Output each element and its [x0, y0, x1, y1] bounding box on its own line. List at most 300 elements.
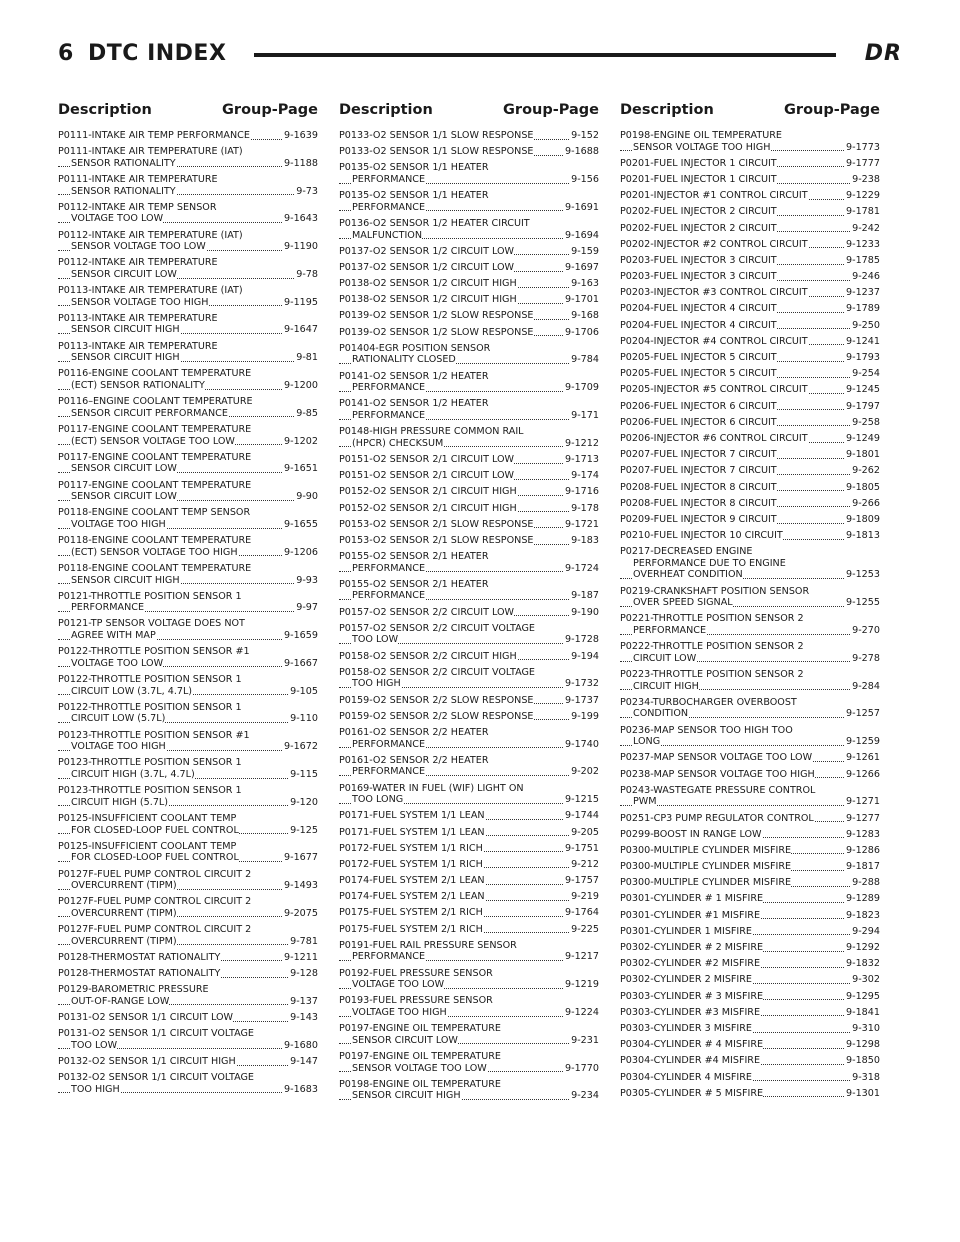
- entry-text: SENSOR CIRCUIT HIGH: [71, 324, 180, 336]
- dtc-description-continued: [58, 713, 318, 725]
- index-entry: [339, 968, 599, 991]
- dtc-description: [620, 1023, 880, 1035]
- group-page-ref: 9-1647: [284, 324, 318, 336]
- index-entry: [620, 829, 880, 841]
- index-entry: [58, 618, 318, 641]
- index-entry: [620, 190, 880, 202]
- entry-text: VOLTAGE TOO HIGH: [71, 518, 166, 530]
- group-page-ref: 9-1789: [846, 303, 880, 315]
- entry-text: P0300-MULTIPLE CYLINDER MISFIRE: [620, 877, 792, 889]
- index-entry: [339, 130, 599, 142]
- dtc-description-continued: [339, 739, 599, 751]
- dtc-description-continued: [620, 625, 880, 637]
- group-page-ref: 9-1237: [846, 287, 880, 299]
- group-page-ref: 9-1233: [846, 238, 880, 250]
- index-entry: [58, 174, 318, 197]
- dtc-description: [339, 667, 599, 679]
- group-page-ref: 9-1667: [284, 657, 318, 669]
- entry-text: VOLTAGE TOO LOW: [71, 213, 164, 225]
- entry-text: P0157-O2 SENSOR 2/2 CIRCUIT VOLTAGE: [339, 622, 535, 634]
- index-entry: [620, 417, 880, 429]
- dtc-description: [58, 480, 318, 492]
- dtc-description: [620, 530, 880, 542]
- group-page-ref: 9-1224: [565, 1006, 599, 1018]
- dtc-description: [620, 1072, 880, 1084]
- entry-text: P0112-INTAKE AIR TEMPERATURE: [58, 257, 218, 269]
- dtc-description-continued: [339, 354, 599, 366]
- index-entry: [58, 1012, 318, 1024]
- dtc-description: [58, 285, 318, 297]
- group-page-ref: 9-1777: [846, 157, 880, 169]
- group-page-ref: 9-115: [290, 768, 318, 780]
- entry-text: P0221-THROTTLE POSITION SENSOR 2: [620, 613, 804, 625]
- dtc-description: [620, 725, 880, 737]
- entry-text: P0148-HIGH PRESSURE COMMON RAIL: [339, 426, 524, 438]
- dtc-description: [58, 952, 318, 964]
- entry-text: P0141-O2 SENSOR 1/2 HEATER: [339, 398, 489, 410]
- entry-text: P0204-INJECTOR #4 CONTROL CIRCUIT: [620, 335, 808, 347]
- index-entry: [339, 162, 599, 185]
- entry-text: SENSOR CIRCUIT LOW: [71, 491, 177, 503]
- index-entry: [620, 158, 880, 170]
- group-page-ref: 9-199: [571, 710, 599, 722]
- entry-text: PERFORMANCE: [352, 766, 426, 778]
- entry-text: P0238-MAP SENSOR VOLTAGE TOO HIGH: [620, 768, 815, 780]
- group-page-ref: 9-1709: [565, 382, 599, 394]
- group-page-ref: 9-1283: [846, 828, 880, 840]
- dtc-description-continued: [339, 1007, 599, 1019]
- group-page-ref: 9-178: [571, 502, 599, 514]
- description-header: Description: [620, 102, 714, 118]
- dtc-description: [339, 924, 599, 936]
- entry-text: P0122-THROTTLE POSITION SENSOR 1: [58, 674, 242, 686]
- group-page-ref: 9-1713: [565, 453, 599, 465]
- group-page-ref: 9-1298: [846, 1039, 880, 1051]
- group-page-ref: 9-97: [296, 602, 318, 614]
- index-entry: [339, 470, 599, 482]
- dtc-description: [620, 417, 880, 429]
- group-page-ref: 9-1639: [284, 130, 318, 141]
- dtc-description-continued: [58, 936, 318, 948]
- index-entry: [339, 995, 599, 1018]
- group-page-ref: 9-302: [852, 974, 880, 986]
- dtc-description: [620, 223, 880, 235]
- index-entry: [620, 1039, 880, 1051]
- index-entry: [58, 452, 318, 475]
- entry-text: SENSOR RATIONALITY: [71, 157, 176, 169]
- dtc-description-continued: [58, 547, 318, 559]
- entry-text: SENSOR VOLTAGE TOO LOW: [71, 241, 206, 253]
- dtc-description: [620, 893, 880, 905]
- entry-text: P0304-CYLINDER # 4 MISFIRE: [620, 1039, 764, 1051]
- dtc-description: [620, 287, 880, 299]
- dtc-description-continued: [339, 678, 599, 690]
- group-page-ref: 9-174: [571, 470, 599, 482]
- group-page-ref: 9-1672: [284, 741, 318, 753]
- dtc-description: [620, 255, 880, 267]
- column-header: [339, 102, 599, 124]
- dtc-description: [620, 130, 880, 142]
- index-entry: [339, 262, 599, 274]
- group-page-ref: 9-1732: [565, 678, 599, 690]
- group-page-ref: 9-159: [571, 245, 599, 257]
- dtc-description: [339, 1023, 599, 1035]
- group-page-ref: 9-1841: [846, 1006, 880, 1018]
- dtc-description: [620, 641, 880, 653]
- entry-text: P0174-FUEL SYSTEM 2/1 LEAN: [339, 891, 485, 903]
- entry-text: OVERCURRENT (TIPM): [71, 907, 177, 919]
- dtc-description: [58, 507, 318, 519]
- entry-text: SENSOR CIRCUIT LOW: [71, 268, 177, 280]
- index-entry: [339, 623, 599, 646]
- index-entry: [620, 546, 880, 581]
- entry-text: SENSOR RATIONALITY: [71, 185, 176, 197]
- dtc-description: [58, 896, 318, 908]
- entry-text: P0175-FUEL SYSTEM 2/1 RICH: [339, 907, 483, 919]
- entry-text: VOLTAGE TOO LOW: [352, 979, 445, 991]
- dtc-description: [58, 341, 318, 353]
- entry-text: P0121-TP SENSOR VOLTAGE DOES NOT: [58, 618, 245, 630]
- dtc-description: [58, 368, 318, 380]
- group-page-ref: 9-1301: [846, 1087, 880, 1099]
- group-page-ref: 9-156: [571, 173, 599, 185]
- dtc-description: [58, 618, 318, 630]
- index-entry: [620, 974, 880, 986]
- entry-text: P0118-ENGINE COOLANT TEMPERATURE: [58, 562, 252, 574]
- entry-text: P0117-ENGINE COOLANT TEMPERATURE: [58, 479, 252, 491]
- dtc-description: [58, 424, 318, 436]
- dtc-description: [620, 669, 880, 681]
- entry-text: PWM: [633, 796, 657, 808]
- index-entry: [339, 454, 599, 466]
- entry-text: SENSOR VOLTAGE TOO LOW: [352, 1062, 487, 1074]
- dtc-description: [339, 470, 599, 482]
- entry-text: P0237-MAP SENSOR VOLTAGE TOO LOW: [620, 752, 813, 764]
- entry-text: CIRCUIT HIGH (3.7L, 4.7L): [71, 768, 195, 780]
- dtc-description: [58, 702, 318, 714]
- index-entry: [620, 613, 880, 636]
- group-page-ref: 9-90: [296, 491, 318, 503]
- entry-text: P0193-FUEL PRESSURE SENSOR: [339, 995, 493, 1007]
- dtc-description: [58, 984, 318, 996]
- index-entry: [620, 465, 880, 477]
- page-header: [58, 40, 902, 72]
- index-entry: [620, 287, 880, 299]
- group-page-ref: 9-73: [296, 185, 318, 197]
- index-entry: [620, 877, 880, 889]
- dtc-description: [620, 433, 880, 445]
- entry-text: P0243-WASTEGATE PRESSURE CONTROL: [620, 784, 816, 796]
- dtc-description: [339, 1079, 599, 1091]
- group-page-ref: 9-1277: [846, 812, 880, 824]
- group-page-ref: 9-1651: [284, 463, 318, 475]
- entry-text: P0304-CYLINDER #4 MISFIRE: [620, 1055, 761, 1067]
- group-page-ref: 9-219: [571, 891, 599, 903]
- index-entry: [58, 952, 318, 964]
- entry-text: P0138-O2 SENSOR 1/2 CIRCUIT HIGH: [339, 278, 517, 290]
- entry-text: P0203-FUEL INJECTOR 3 CIRCUIT: [620, 271, 777, 283]
- entry-text: P0127F-FUEL PUMP CONTROL CIRCUIT 2: [58, 924, 252, 936]
- dtc-description: [339, 727, 599, 739]
- dtc-description: [620, 1039, 880, 1051]
- dtc-description: [620, 449, 880, 461]
- entry-text: P0117-ENGINE COOLANT TEMPERATURE: [58, 451, 252, 463]
- column-header: [58, 102, 318, 124]
- group-page-ref: 9-1770: [565, 1062, 599, 1074]
- group-page-ref: 9-1493: [284, 880, 318, 892]
- entry-text: P0208-FUEL INJECTOR 8 CIRCUIT: [620, 481, 777, 493]
- entry-text: P0159-O2 SENSOR 2/2 SLOW RESPONSE: [339, 710, 534, 722]
- dtc-description: [58, 1072, 318, 1084]
- group-page-ref: 9-1659: [284, 630, 318, 642]
- group-page-ref: 9-1706: [565, 326, 599, 338]
- entry-text: P0125-INSUFFICIENT COOLANT TEMP: [58, 812, 237, 824]
- index-entry: [58, 535, 318, 558]
- entry-text: P0201-FUEL INJECTOR 1 CIRCUIT: [620, 157, 777, 169]
- index-entry: [58, 341, 318, 364]
- dtc-description-continued: [620, 558, 880, 570]
- index-entry: [339, 519, 599, 531]
- entry-text: CIRCUIT LOW (3.7L, 4.7L): [71, 685, 193, 697]
- entry-text: P0153-O2 SENSOR 2/1 SLOW RESPONSE: [339, 518, 534, 530]
- entry-text: P0122-THROTTLE POSITION SENSOR 1: [58, 701, 242, 713]
- index-entry: [620, 669, 880, 692]
- entry-text: P0141-O2 SENSOR 1/2 HEATER: [339, 370, 489, 382]
- entry-text: OVER SPEED SIGNAL: [633, 597, 733, 609]
- index-entry: [339, 426, 599, 449]
- index-entry: [339, 398, 599, 421]
- entry-text: P0175-FUEL SYSTEM 2/1 RICH: [339, 923, 483, 935]
- entry-text: P0301-CYLINDER 1 MISFIRE: [620, 925, 752, 937]
- entry-text: FOR CLOSED-LOOP FUEL CONTROL: [71, 852, 239, 864]
- group-page-ref: 9-1694: [565, 229, 599, 241]
- dtc-description: [58, 174, 318, 186]
- dtc-description: [339, 343, 599, 355]
- index-entry: [339, 486, 599, 498]
- dtc-description: [339, 486, 599, 498]
- index-entry: [339, 278, 599, 290]
- index-column-2: [339, 102, 599, 1107]
- index-entry: [58, 730, 318, 753]
- group-page-ref: 9-1728: [565, 634, 599, 646]
- dtc-description: [620, 1088, 880, 1100]
- group-page-ref: 9-1764: [565, 907, 599, 919]
- dtc-description: [620, 910, 880, 922]
- index-entry: [339, 579, 599, 602]
- index-entry: [339, 246, 599, 258]
- dtc-description: [58, 591, 318, 603]
- group-page-ref: 9-120: [290, 796, 318, 808]
- group-page-ref: 9-143: [290, 1012, 318, 1023]
- entry-text: PERFORMANCE DUE TO ENGINE: [633, 557, 786, 569]
- entry-text: P0201-FUEL INJECTOR 1 CIRCUIT: [620, 173, 777, 185]
- dtc-description: [339, 327, 599, 339]
- entry-text: P0127F-FUEL PUMP CONTROL CIRCUIT 2: [58, 868, 252, 880]
- entry-text: SENSOR CIRCUIT LOW: [71, 463, 177, 475]
- dtc-description: [339, 968, 599, 980]
- entry-text: P0202-INJECTOR #2 CONTROL CIRCUIT: [620, 238, 808, 250]
- entry-text: P0191-FUEL RAIL PRESSURE SENSOR: [339, 939, 517, 951]
- index-entry: [58, 285, 318, 308]
- entry-text: P0172-FUEL SYSTEM 1/1 RICH: [339, 842, 483, 854]
- index-entry: [620, 641, 880, 664]
- index-entry: [58, 1028, 318, 1051]
- group-page-ref: 9-125: [290, 824, 318, 836]
- entry-text: P0111-INTAKE AIR TEMPERATURE: [58, 173, 218, 185]
- index-entry: [620, 130, 880, 153]
- entry-text: P0137-O2 SENSOR 1/2 CIRCUIT LOW: [339, 245, 515, 257]
- dtc-description: [58, 535, 318, 547]
- group-page-ref: 9-784: [571, 354, 599, 366]
- entry-text: P0207-FUEL INJECTOR 7 CIRCUIT: [620, 465, 777, 477]
- entry-text: P0302-CYLINDER #2 MISFIRE: [620, 958, 761, 970]
- dtc-description: [620, 942, 880, 954]
- group-page-ref: 9-1229: [846, 190, 880, 202]
- dtc-description-continued: [58, 1040, 318, 1052]
- group-page-ref: 9-1724: [565, 562, 599, 574]
- group-page-ref: 9-1793: [846, 352, 880, 364]
- entry-text: P0202-FUEL INJECTOR 2 CIRCUIT: [620, 206, 777, 218]
- index-entry: [58, 130, 318, 142]
- group-page-ref: 9-1266: [846, 768, 880, 780]
- group-page-ref: 9-1215: [565, 794, 599, 806]
- entry-text: (ECT) SENSOR RATIONALITY: [71, 380, 205, 392]
- group-page-ref: 9-294: [852, 925, 880, 937]
- dtc-description: [339, 1051, 599, 1063]
- entry-text: P0205-FUEL INJECTOR 5 CIRCUIT: [620, 352, 777, 364]
- group-page-ref: 9-93: [296, 574, 318, 586]
- group-page-ref: 9-288: [852, 877, 880, 889]
- dtc-description-continued: [339, 438, 599, 450]
- dtc-description: [620, 1055, 880, 1067]
- entry-text: P0236-MAP SENSOR TOO HIGH TOO: [620, 724, 793, 736]
- entry-text: P0151-O2 SENSOR 2/1 CIRCUIT LOW: [339, 453, 515, 465]
- page-number: 6: [58, 41, 74, 66]
- index-entry: [620, 1023, 880, 1035]
- index-entry: [339, 294, 599, 306]
- dtc-description-continued: [58, 297, 318, 309]
- index-entry: [339, 755, 599, 778]
- dtc-description: [339, 651, 599, 663]
- index-entry: [620, 725, 880, 748]
- dtc-description-continued: [339, 563, 599, 575]
- entry-text: PERFORMANCE: [71, 602, 145, 614]
- entry-text: P0217-DECREASED ENGINE: [620, 546, 753, 558]
- group-page-ref: 9-1190: [284, 241, 318, 253]
- entry-text: AGREE WITH MAP: [71, 630, 156, 642]
- dtc-description: [339, 535, 599, 547]
- entry-text: P0209-FUEL INJECTOR 9 CIRCUIT: [620, 513, 777, 525]
- group-page-ref: 9-194: [571, 650, 599, 662]
- index-entry: [58, 480, 318, 503]
- dtc-description-continued: [339, 590, 599, 602]
- group-page-ref: 9-231: [571, 1034, 599, 1046]
- index-entry: [339, 695, 599, 707]
- entry-text: P0203-FUEL INJECTOR 3 CIRCUIT: [620, 254, 777, 266]
- dtc-description-continued: [58, 380, 318, 392]
- entry-text: P0161-O2 SENSOR 2/2 HEATER: [339, 754, 489, 766]
- index-entry: [339, 343, 599, 366]
- entry-text: P0123-THROTTLE POSITION SENSOR 1: [58, 785, 242, 797]
- index-entry: [58, 813, 318, 836]
- group-page-ref: 9-1683: [284, 1083, 318, 1095]
- dtc-description: [58, 869, 318, 881]
- index-entry: [58, 202, 318, 225]
- entry-text: P0123-THROTTLE POSITION SENSOR #1: [58, 729, 250, 741]
- index-entry: [339, 190, 599, 213]
- entry-text: P0202-FUEL INJECTOR 2 CIRCUIT: [620, 222, 777, 234]
- entry-text: P0151-O2 SENSOR 2/1 CIRCUIT LOW: [339, 470, 515, 482]
- dtc-description: [58, 730, 318, 742]
- entry-text: P0137-O2 SENSOR 1/2 CIRCUIT LOW: [339, 261, 515, 273]
- dtc-description: [339, 278, 599, 290]
- entry-text: LONG: [633, 736, 661, 748]
- index-entry: [58, 896, 318, 919]
- dtc-description: [620, 336, 880, 348]
- group-page-header: Group-Page: [503, 102, 599, 118]
- dtc-description: [58, 452, 318, 464]
- index-entry: [339, 551, 599, 574]
- group-page-ref: 9-258: [852, 416, 880, 428]
- entry-text: P0222-THROTTLE POSITION SENSOR 2: [620, 641, 804, 653]
- group-page-ref: 9-212: [571, 858, 599, 870]
- entry-text: P0201-INJECTOR #1 CONTROL CIRCUIT: [620, 190, 808, 202]
- index-entry: [58, 1072, 318, 1095]
- dtc-description: [620, 958, 880, 970]
- group-page-ref: 9-1292: [846, 942, 880, 953]
- dtc-description: [620, 174, 880, 186]
- entry-text: P0305-CYLINDER # 5 MISFIRE: [620, 1087, 764, 1099]
- group-page-ref: 9-81: [296, 352, 318, 364]
- index-entry: [58, 313, 318, 336]
- entry-text: P0132-O2 SENSOR 1/1 CIRCUIT HIGH: [58, 1055, 236, 1067]
- entry-text: P0153-O2 SENSOR 2/1 SLOW RESPONSE: [339, 534, 534, 546]
- index-entry: [58, 757, 318, 780]
- entry-text: P0303-CYLINDER # 3 MISFIRE: [620, 990, 764, 1002]
- dtc-description: [339, 162, 599, 174]
- group-page-ref: 9-1785: [846, 254, 880, 266]
- dtc-description: [339, 294, 599, 306]
- dtc-description: [620, 697, 880, 709]
- entry-text: P0131-O2 SENSOR 1/1 CIRCUIT LOW: [58, 1012, 234, 1023]
- dtc-description: [339, 783, 599, 795]
- group-page-ref: 9-1832: [846, 958, 880, 970]
- entry-text: P0139-O2 SENSOR 1/2 SLOW RESPONSE: [339, 326, 534, 338]
- index-entry: [620, 586, 880, 609]
- entry-text: P0203-INJECTOR #3 CONTROL CIRCUIT: [620, 287, 808, 299]
- dtc-description: [58, 146, 318, 158]
- dtc-description: [620, 514, 880, 526]
- group-page-ref: 9-1202: [284, 435, 318, 447]
- entry-text: P0113-INTAKE AIR TEMPERATURE: [58, 340, 218, 352]
- group-page-ref: 9-1253: [846, 569, 880, 581]
- dtc-description: [339, 875, 599, 887]
- description-header: Description: [339, 102, 433, 118]
- dtc-description: [339, 130, 599, 142]
- dtc-description-continued: [620, 708, 880, 720]
- dtc-description: [620, 974, 880, 986]
- index-entry: [620, 752, 880, 764]
- group-page-ref: 9-171: [571, 410, 599, 421]
- group-page-ref: 9-78: [296, 268, 318, 280]
- dtc-description: [620, 813, 880, 825]
- group-page-ref: 9-1737: [565, 694, 599, 706]
- entry-text: P0223-THROTTLE POSITION SENSOR 2: [620, 669, 804, 680]
- group-page-ref: 9-168: [571, 310, 599, 322]
- group-page-header: Group-Page: [222, 102, 318, 118]
- index-column-3: [620, 102, 880, 1104]
- group-page-ref: 9-147: [290, 1055, 318, 1067]
